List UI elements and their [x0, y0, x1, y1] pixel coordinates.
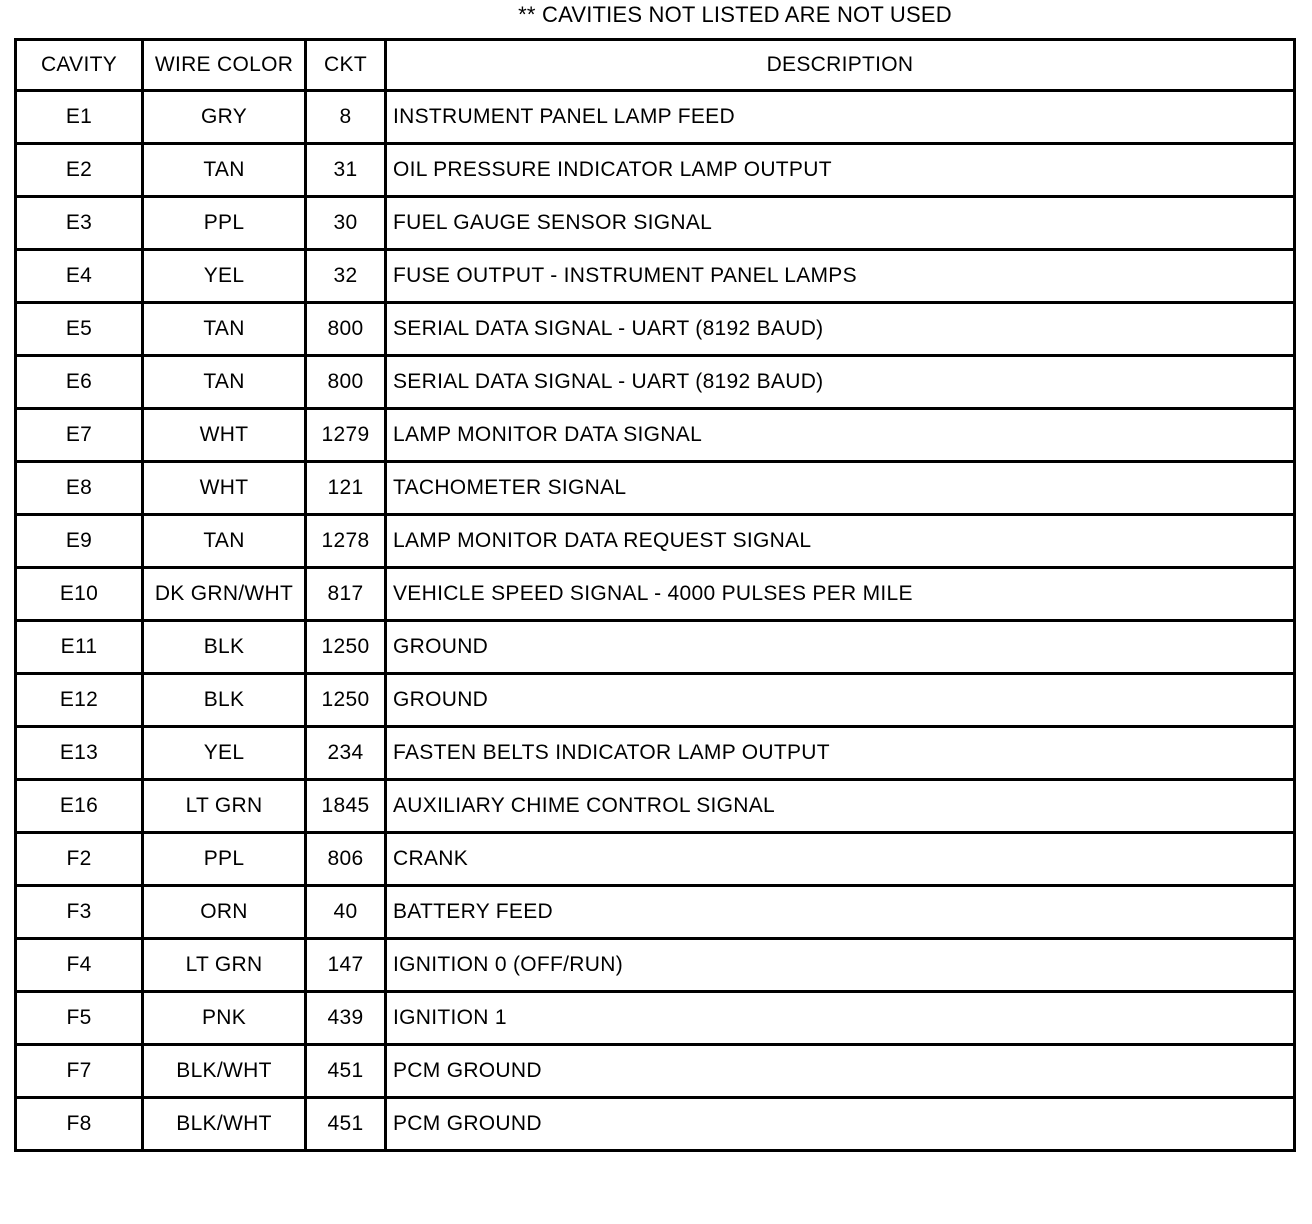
cell-description: GROUND [386, 674, 1295, 727]
table-row [16, 568, 1295, 621]
cell-wire-color: TAN [143, 515, 306, 568]
table-row [16, 91, 1295, 144]
cell-cavity: F7 [16, 1045, 143, 1098]
table-row [16, 197, 1295, 250]
cell-ckt: 31 [306, 144, 386, 197]
table-row [16, 250, 1295, 303]
cell-description: VEHICLE SPEED SIGNAL - 4000 PULSES PER MILE [386, 568, 1295, 621]
unused-cavities-note: ** CAVITIES NOT LISTED ARE NOT USED [518, 2, 952, 27]
cell-cavity: E7 [16, 409, 143, 462]
cell-cavity: E8 [16, 462, 143, 515]
cell-wire-color: PPL [143, 197, 306, 250]
cell-description: PCM GROUND [386, 1045, 1295, 1098]
cell-ckt: 806 [306, 833, 386, 886]
cell-ckt: 1250 [306, 621, 386, 674]
cell-ckt: 800 [306, 356, 386, 409]
cell-description: FUSE OUTPUT - INSTRUMENT PANEL LAMPS [386, 250, 1295, 303]
cell-wire-color: YEL [143, 727, 306, 780]
cell-cavity: F2 [16, 833, 143, 886]
cell-cavity: E16 [16, 780, 143, 833]
table-header [16, 40, 1295, 91]
cell-ckt: 40 [306, 886, 386, 939]
cell-description: BATTERY FEED [386, 886, 1295, 939]
cell-ckt: 817 [306, 568, 386, 621]
cell-ckt: 8 [306, 91, 386, 144]
cell-description: GROUND [386, 621, 1295, 674]
cell-description: FASTEN BELTS INDICATOR LAMP OUTPUT [386, 727, 1295, 780]
header-cavity: CAVITY [16, 40, 143, 91]
cell-ckt: 234 [306, 727, 386, 780]
header-row [16, 40, 1295, 91]
table-row [16, 939, 1295, 992]
cell-ckt: 451 [306, 1098, 386, 1151]
table-row [16, 144, 1295, 197]
cell-wire-color: GRY [143, 91, 306, 144]
cell-wire-color: TAN [143, 144, 306, 197]
cell-cavity: F5 [16, 992, 143, 1045]
table-row [16, 674, 1295, 727]
cell-wire-color: LT GRN [143, 939, 306, 992]
cell-description: IGNITION 1 [386, 992, 1295, 1045]
cell-ckt: 1279 [306, 409, 386, 462]
cell-cavity: E6 [16, 356, 143, 409]
cell-cavity: E1 [16, 91, 143, 144]
cell-wire-color: LT GRN [143, 780, 306, 833]
table-row [16, 515, 1295, 568]
cell-ckt: 32 [306, 250, 386, 303]
cell-wire-color: PNK [143, 992, 306, 1045]
cell-cavity: E4 [16, 250, 143, 303]
table-row [16, 1098, 1295, 1151]
cell-wire-color: DK GRN/WHT [143, 568, 306, 621]
cell-ckt: 439 [306, 992, 386, 1045]
cell-cavity: F4 [16, 939, 143, 992]
cell-wire-color: WHT [143, 409, 306, 462]
table-row [16, 1045, 1295, 1098]
table-row [16, 621, 1295, 674]
table-row [16, 992, 1295, 1045]
cell-ckt: 451 [306, 1045, 386, 1098]
table-row [16, 886, 1295, 939]
cell-cavity: E10 [16, 568, 143, 621]
cell-ckt: 1278 [306, 515, 386, 568]
cell-wire-color: BLK [143, 674, 306, 727]
table-row [16, 356, 1295, 409]
cell-wire-color: TAN [143, 356, 306, 409]
cell-description: FUEL GAUGE SENSOR SIGNAL [386, 197, 1295, 250]
cell-cavity: E11 [16, 621, 143, 674]
cell-description: LAMP MONITOR DATA SIGNAL [386, 409, 1295, 462]
cell-ckt: 30 [306, 197, 386, 250]
cell-ckt: 800 [306, 303, 386, 356]
table-row [16, 780, 1295, 833]
cell-wire-color: TAN [143, 303, 306, 356]
table-row [16, 727, 1295, 780]
cell-wire-color: BLK [143, 621, 306, 674]
cell-ckt: 1250 [306, 674, 386, 727]
cell-cavity: E5 [16, 303, 143, 356]
header-ckt: CKT [306, 40, 386, 91]
cell-description: SERIAL DATA SIGNAL - UART (8192 BAUD) [386, 356, 1295, 409]
cell-cavity: E2 [16, 144, 143, 197]
cell-description: PCM GROUND [386, 1098, 1295, 1151]
cell-wire-color: BLK/WHT [143, 1045, 306, 1098]
cell-description: CRANK [386, 833, 1295, 886]
header-description: DESCRIPTION [386, 40, 1295, 91]
cell-description: AUXILIARY CHIME CONTROL SIGNAL [386, 780, 1295, 833]
connector-pinout-table [14, 38, 1296, 1152]
cell-wire-color: WHT [143, 462, 306, 515]
table-row [16, 409, 1295, 462]
table-row [16, 303, 1295, 356]
cell-wire-color: YEL [143, 250, 306, 303]
cell-wire-color: PPL [143, 833, 306, 886]
cell-ckt: 121 [306, 462, 386, 515]
cell-wire-color: ORN [143, 886, 306, 939]
cell-cavity: F8 [16, 1098, 143, 1151]
table-row [16, 462, 1295, 515]
cell-cavity: E12 [16, 674, 143, 727]
table-body [16, 91, 1295, 1151]
cell-cavity: E9 [16, 515, 143, 568]
cell-cavity: E3 [16, 197, 143, 250]
table-row [16, 833, 1295, 886]
cell-cavity: E13 [16, 727, 143, 780]
cell-ckt: 1845 [306, 780, 386, 833]
cell-description: OIL PRESSURE INDICATOR LAMP OUTPUT [386, 144, 1295, 197]
cell-description: INSTRUMENT PANEL LAMP FEED [386, 91, 1295, 144]
cell-cavity: F3 [16, 886, 143, 939]
cell-description: IGNITION 0 (OFF/RUN) [386, 939, 1295, 992]
cell-wire-color: BLK/WHT [143, 1098, 306, 1151]
cell-ckt: 147 [306, 939, 386, 992]
cell-description: SERIAL DATA SIGNAL - UART (8192 BAUD) [386, 303, 1295, 356]
cell-description: LAMP MONITOR DATA REQUEST SIGNAL [386, 515, 1295, 568]
cell-description: TACHOMETER SIGNAL [386, 462, 1295, 515]
header-wire-color: WIRE COLOR [143, 40, 306, 91]
